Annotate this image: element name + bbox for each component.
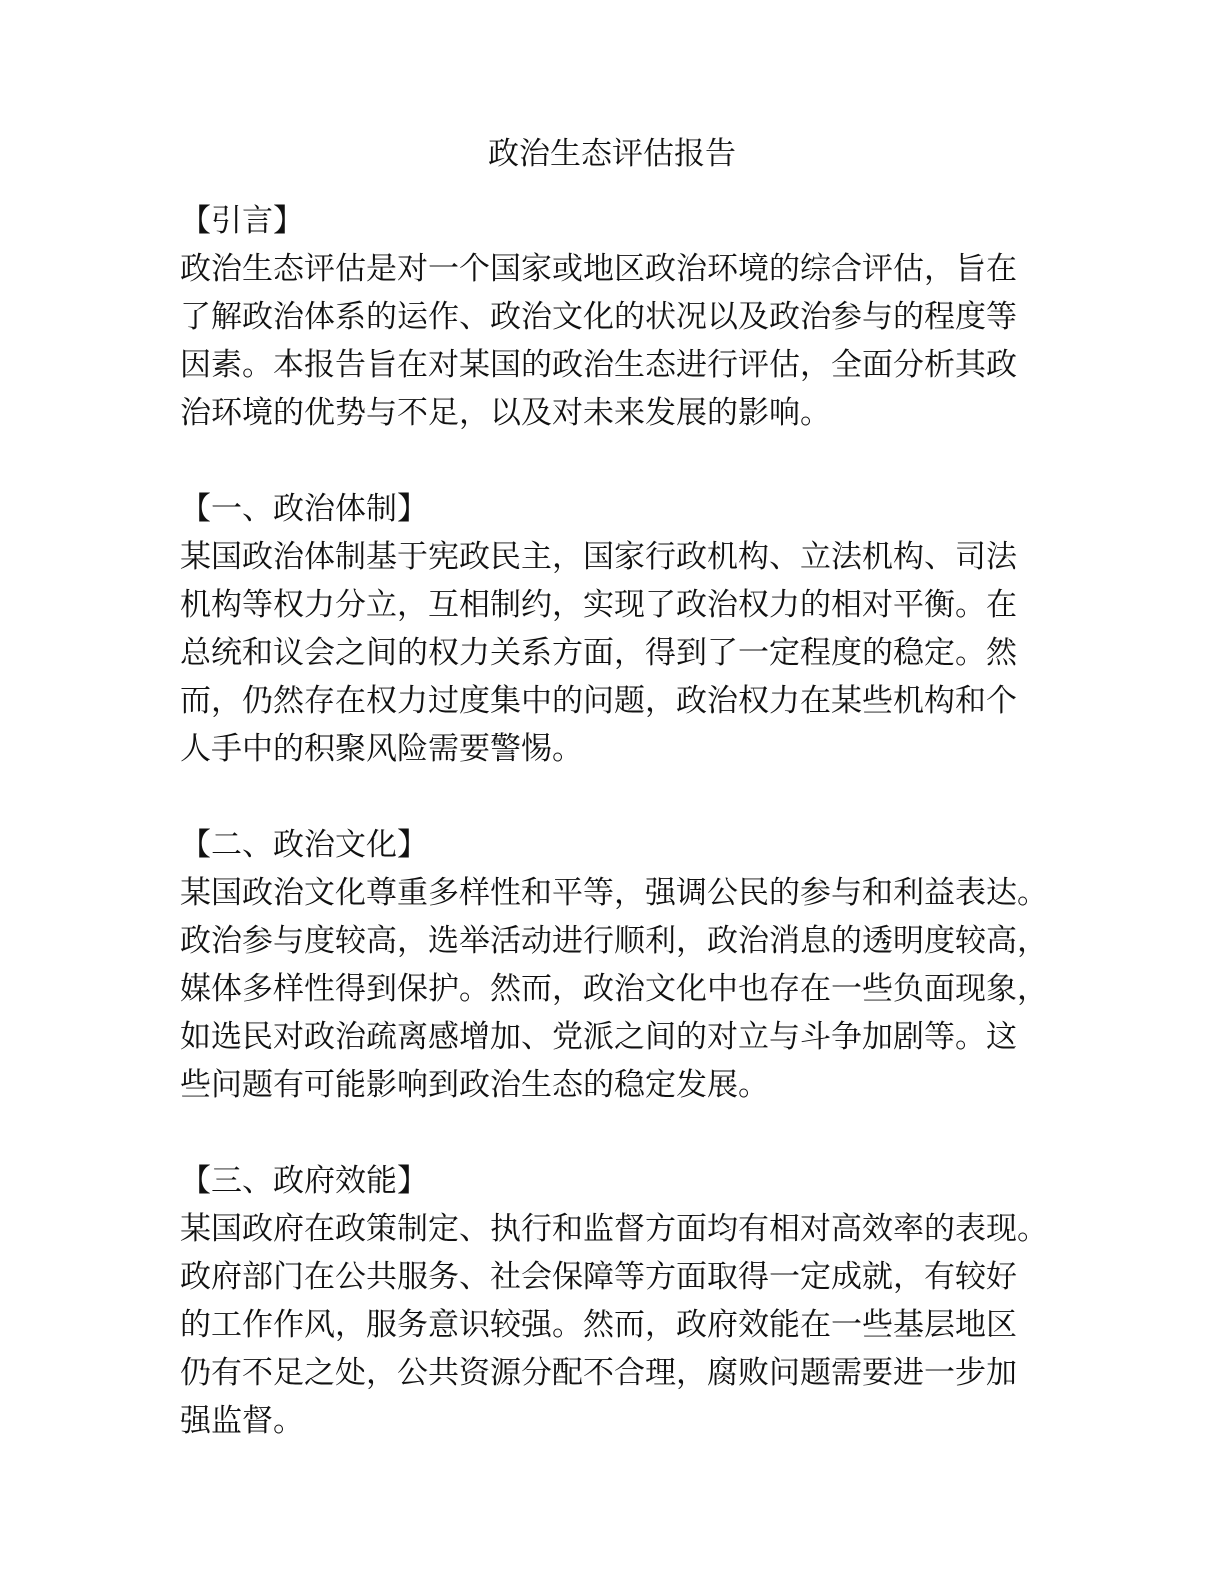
section-paragraph: 某国政府在政策制定、执行和监督方面均有相对高效率的表现。 政府部门在公共服务、社会保障等方面取得一定成就，有较好 的工作作风，服务意识较强。然而，政府效能在一些基层地区 仍有不足之处，公共资源分配不合理，腐败问题需要进一步加 强监督。 — [180, 1211, 1048, 1439]
document-body — [180, 197, 1060, 1493]
section-paragraph: 政治生态评估是对一个国家或地区政治环境的综合评估，旨在 了解政治体系的运作、政治文化的状况以及政治参与的程度等 因素。本报告旨在对某国的政治生态进行评估，全面分析其政 治环境的优势与不足，以及对未来发展的影响。 — [180, 251, 1017, 431]
section-political-culture — [180, 821, 1060, 1109]
section-political-system — [180, 485, 1060, 773]
section-government-efficiency — [180, 1157, 1060, 1445]
section-heading: 【一、政治体制】 — [180, 491, 428, 527]
section-heading: 【引言】 — [180, 203, 304, 239]
section-paragraph: 某国政治文化尊重多样性和平等，强调公民的参与和利益表达。 政治参与度较高，选举活动进行顺利，政治消息的透明度较高， 媒体多样性得到保护。然而，政治文化中也存在一些负面现象， 如选民对政治疏离感增加、党派之间的对立与斗争加剧等。这 些问题有可能影响到政治生态的稳定发展。 — [180, 875, 1048, 1103]
section-heading: 【三、政府效能】 — [180, 1163, 428, 1199]
section-heading: 【二、政治文化】 — [180, 827, 428, 863]
section-paragraph: 某国政治体制基于宪政民主，国家行政机构、立法机构、司法 机构等权力分立，互相制约，实现了政治权力的相对平衡。在 总统和议会之间的权力关系方面，得到了一定程度的稳定。然 而，仍然存在权力过度集中的问题，政治权力在某些机构和个 人手中的积聚风险需要警惕。 — [180, 539, 1017, 767]
section-introduction — [180, 197, 1060, 437]
document-title: 政治生态评估报告 — [488, 136, 736, 172]
